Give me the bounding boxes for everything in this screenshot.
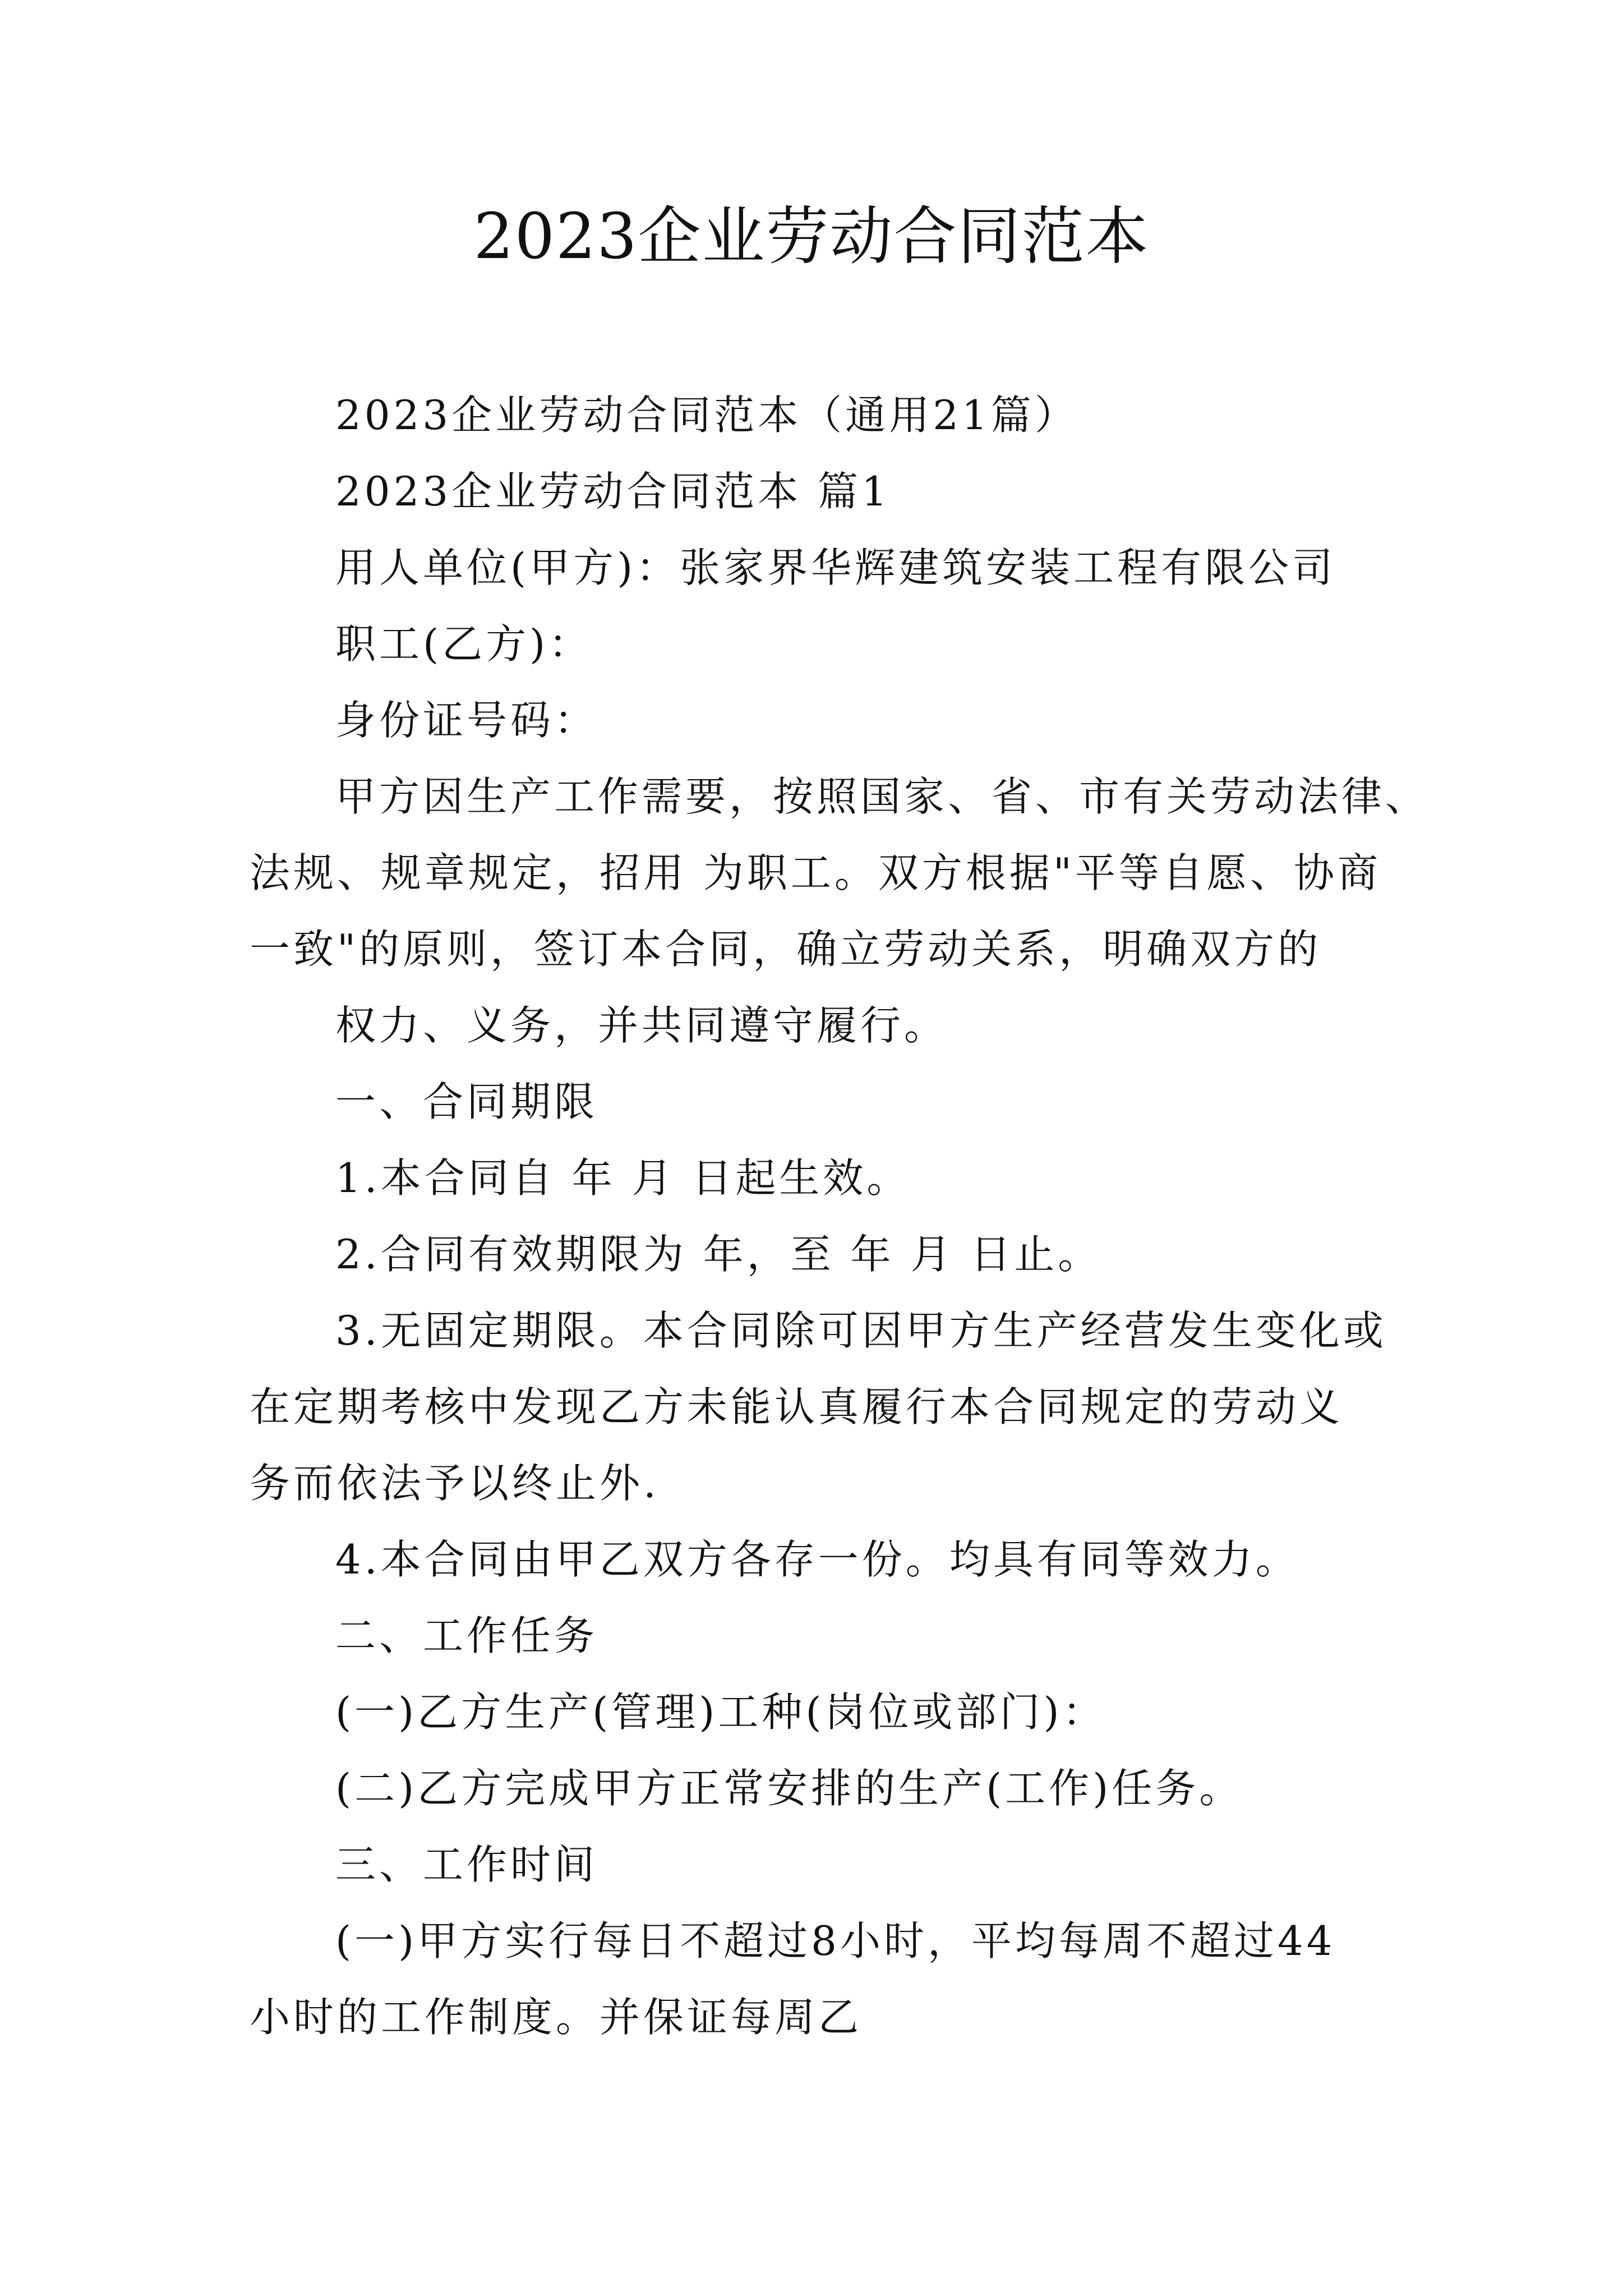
body-line: (一)甲方实行每日不超过8小时，平均每周不超过44 bbox=[335, 1917, 1336, 1964]
section-heading: 一、合同期限 bbox=[335, 1078, 598, 1125]
body-line: 权力、义务，并共同遵守履行。 bbox=[335, 1002, 948, 1049]
body-line: 职工(乙方)： bbox=[335, 620, 593, 668]
body-line: 1.本合同自 年 月 日起生效。 bbox=[335, 1154, 911, 1202]
body-line: 在定期考核中发现乙方未能认真履行本合同规定的劳动义 bbox=[250, 1383, 1344, 1430]
body-line: 3.无固定期限。本合同除可因甲方生产经营发生变化或 bbox=[335, 1307, 1387, 1354]
body-line: 法规、规章规定，招用 为职工。双方根据"平等自愿、协商 bbox=[250, 849, 1382, 896]
body-line: 用人单位(甲方)：张家界华辉建筑安装工程有限公司 bbox=[335, 544, 1336, 591]
body-line: 2023企业劳动合同范本 篇1 bbox=[335, 468, 891, 515]
body-line: 4.本合同由甲乙双方各存一份。均具有同等效力。 bbox=[335, 1536, 1299, 1583]
body-line: 2023企业劳动合同范本（通用21篇） bbox=[335, 392, 1078, 439]
body-line: 务而依法予以终止外. bbox=[250, 1460, 660, 1507]
document-title: 2023企业劳动合同范本 bbox=[473, 200, 1150, 273]
body-line: 2.合同有效期限为 年，至 年 月 日止。 bbox=[335, 1231, 1102, 1278]
body-line: 一致"的原则，签订本合同，确立劳动关系，明确双方的 bbox=[250, 926, 1322, 973]
section-heading: 二、工作任务 bbox=[335, 1612, 598, 1659]
body-line: 甲方因生产工作需要，按照国家、省、市有关劳动法律、 bbox=[335, 773, 1430, 820]
body-line: (一)乙方生产(管理)工种(岗位或部门)： bbox=[335, 1688, 1106, 1736]
section-heading: 三、工作时间 bbox=[335, 1841, 598, 1888]
body-line: 小时的工作制度。并保证每周乙 bbox=[250, 1994, 863, 2041]
body-line: 身份证号码： bbox=[335, 697, 598, 744]
body-line: (二)乙方完成甲方正常安排的生产(工作)任务。 bbox=[335, 1765, 1243, 1812]
